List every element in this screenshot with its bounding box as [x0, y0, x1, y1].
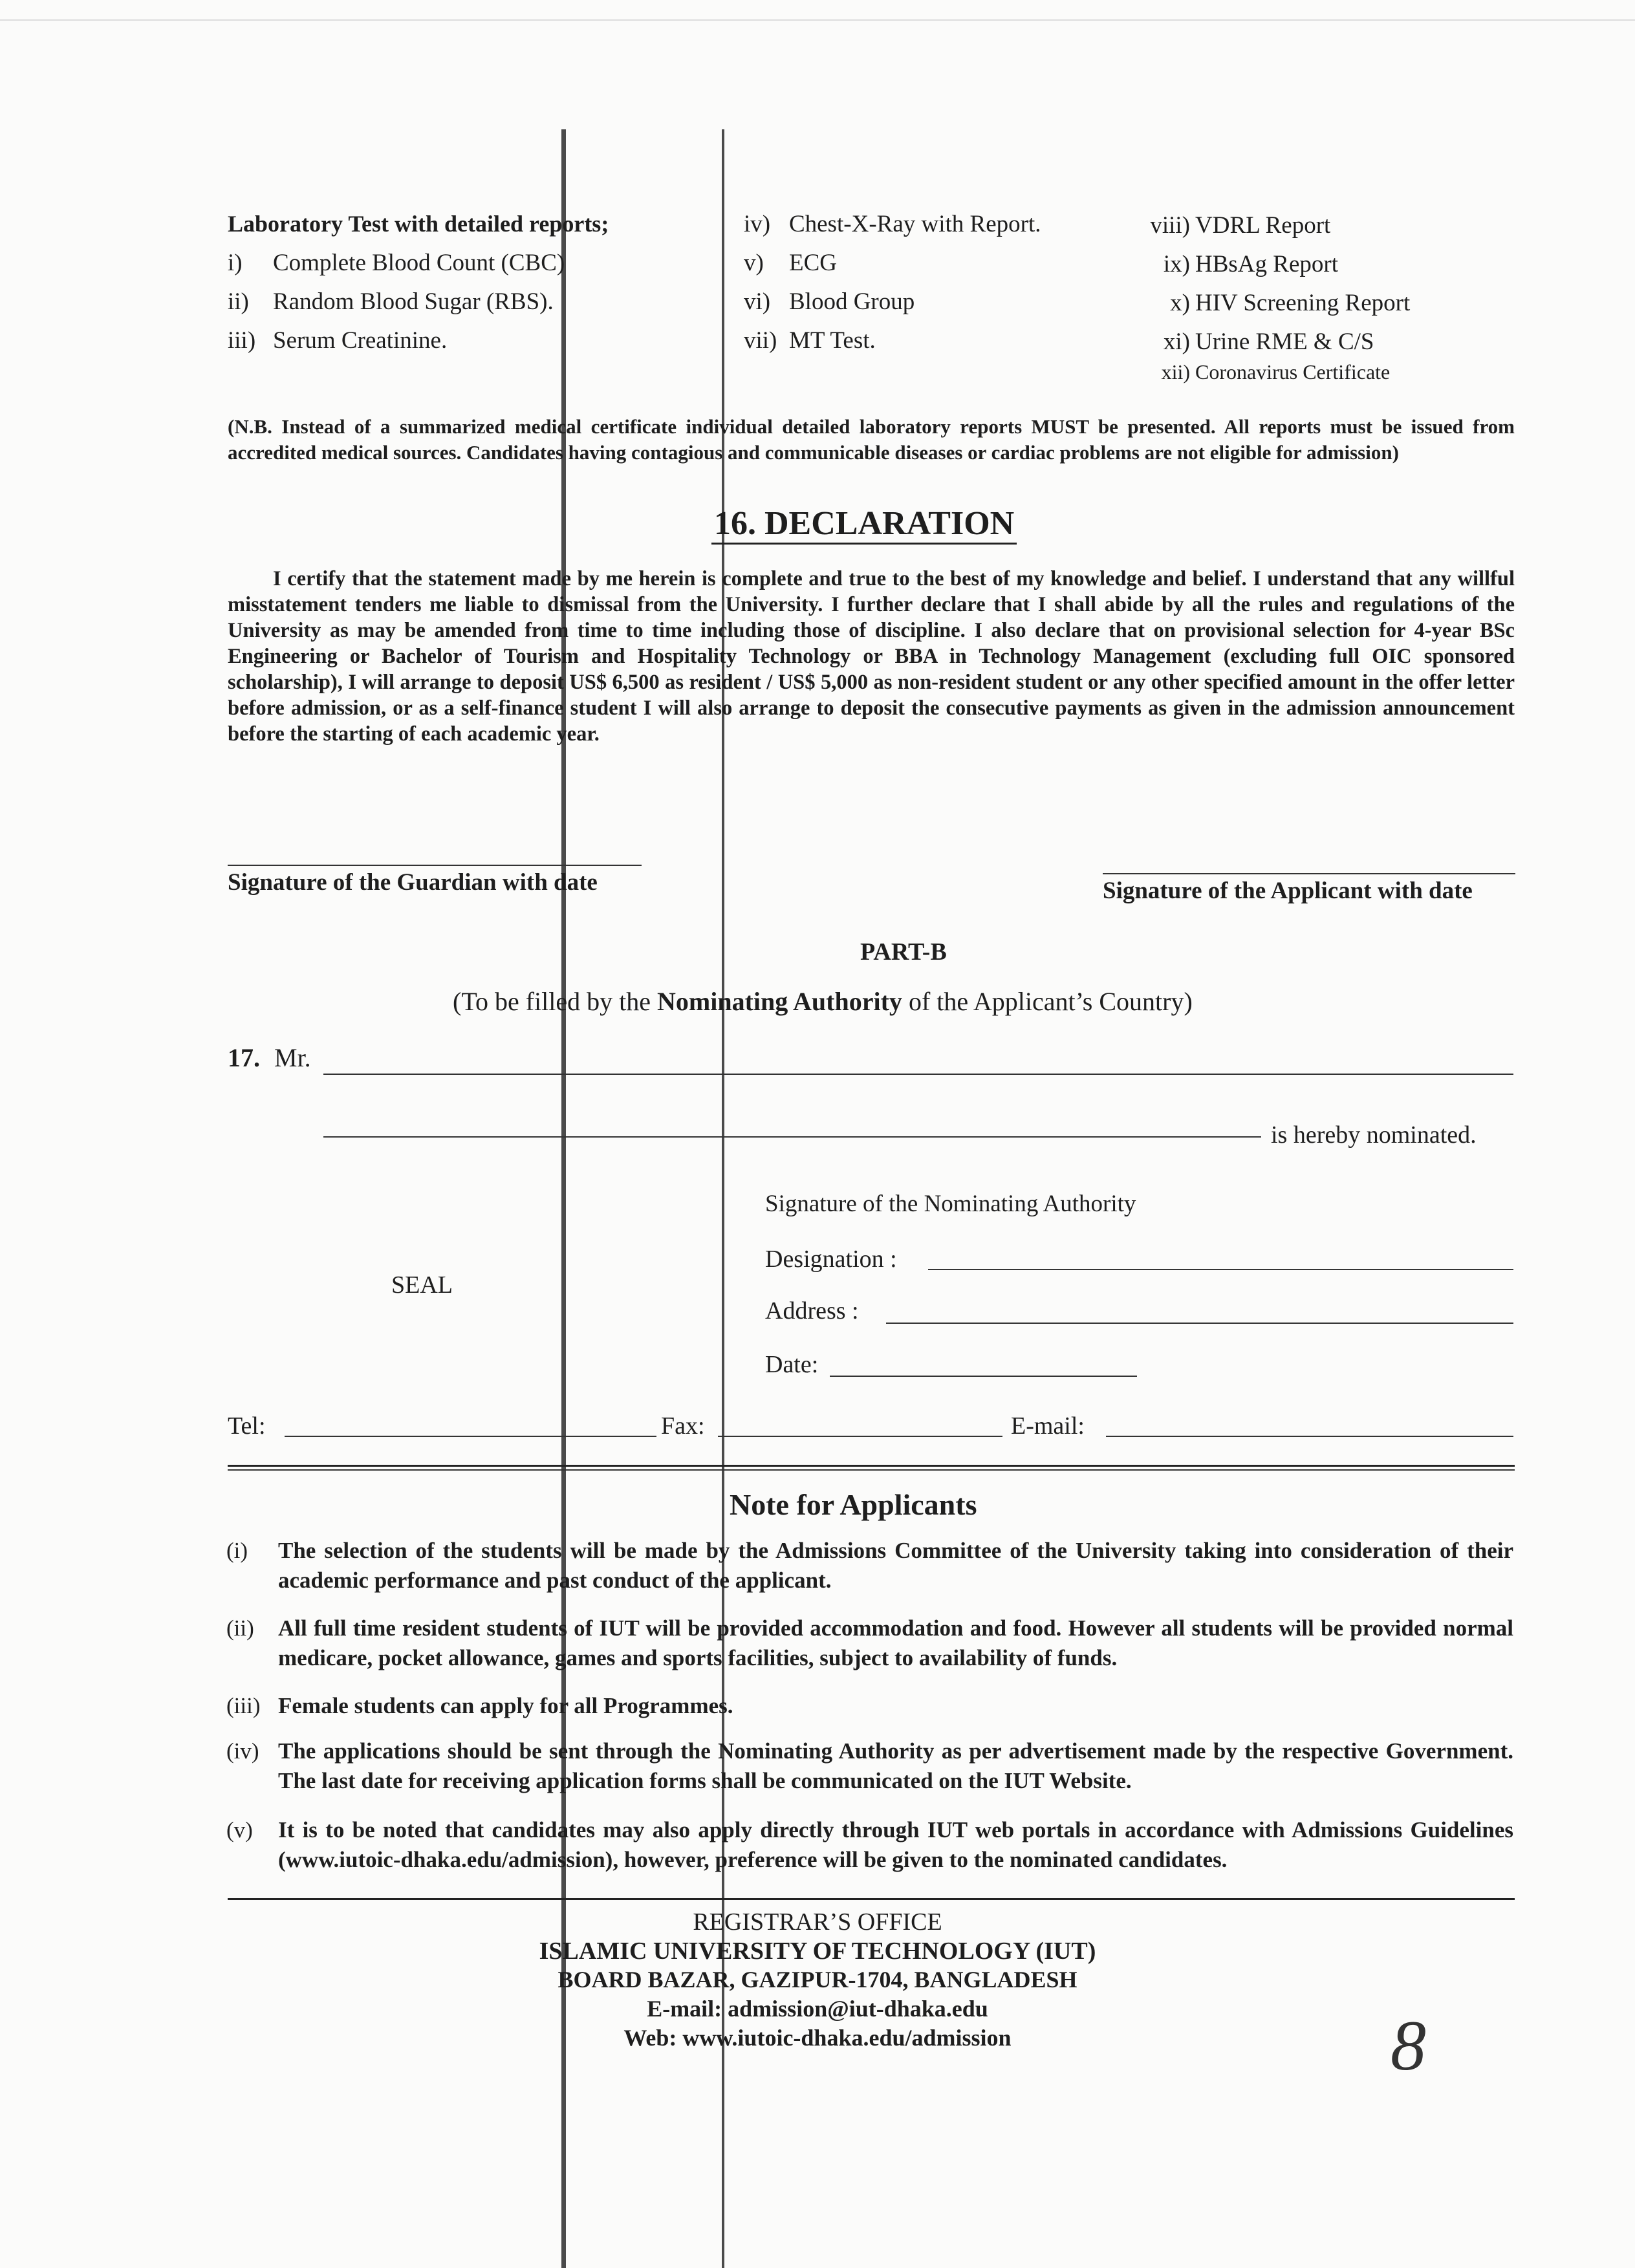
lab-item: ix) HBsAg Report	[1163, 251, 1338, 277]
declaration-text: I certify that the statement made by me herein is complete and true to the best of my knowledge and belief. I understand that any willful misstatement tenders me liable to dismissal from the University. I further declare that I shall abide by all the rules and regulations of the University as may be amended from time to time including those of discipline. I also declare that on provisional selection for 4-year BSc Engineering or Bachelor of Tourism and Hospitality Technology or BBA in Technology Management (excluding full OIC sponsored scholarship), I will arrange to deposit US$ 6,500 as resident / US$ 5,000 as non-resident student or any other specified amount in the offer letter before admission, or as a self-finance student I will also arrange to deposit the consecutive payments as given in the admission announcement before the starting of each academic year.	[228, 567, 1515, 746]
divider-before-notes	[228, 1465, 1515, 1467]
applicant-signature-line	[1103, 873, 1515, 874]
lab-test-section	[228, 210, 1521, 398]
contact-web: Web: www.iutoic-dhaka.edu/admission	[623, 2025, 1012, 2051]
part-b-subtitle: (To be filled by the Nominating Authority of the Applicant’s Country)	[453, 987, 1193, 1016]
sig-nominating-label: Signature of the Nominating Authority	[765, 1191, 1136, 1217]
handwritten-page-number: 8	[1391, 2006, 1426, 2085]
note-item: (v) It is to be noted that candidates may also apply directly through IUT web portals in accordance with Admissions Guidelines (www.iutoic-dhaka.edu/admission), however, preference will be given to the nominated candidates.	[226, 1817, 1513, 1872]
lab-item: xi) Urine RME & C/S	[1163, 329, 1374, 355]
nominee-row: 17. Mr.	[228, 1043, 311, 1072]
note-item: (i) The selection of the students will be made by the Admissions Committee of the University taking into consideration of their academic performance and past conduct of the applicant.	[226, 1538, 1513, 1593]
fax-label: Fax:	[661, 1412, 705, 1440]
applicant-signature-label: Signature of the Applicant with date	[1103, 878, 1473, 904]
part-b-title: PART-B	[860, 938, 947, 966]
lab-item: iii) Serum Creatinine.	[228, 327, 448, 354]
lab-column-2	[744, 210, 1041, 365]
lab-column-1	[228, 249, 565, 365]
divider-before-notes-2	[228, 1469, 1515, 1471]
email-field[interactable]	[1106, 1436, 1513, 1437]
nominated-text: is hereby nominated.	[1271, 1121, 1477, 1149]
lab-item: vi) Blood Group	[744, 288, 915, 315]
lab-item: iv) Chest-X-Ray with Report.	[744, 211, 1041, 237]
date-label: Date:	[765, 1351, 819, 1378]
note-item: (ii) All full time resident students of IUT will be provided accommodation and food. However all students will be provided normal medicare, pocket allowance, games and sports facilities, subject to availability of funds.	[226, 1615, 1513, 1670]
tel-field[interactable]	[285, 1436, 656, 1437]
university-address: BOARD BAZAR, GAZIPUR-1704, BANGLADESH	[558, 1967, 1077, 1993]
nb-note: (N.B. Instead of a summarized medical certificate individual detailed laboratory reports MUST be presented. All reports must be issued from accredited medical sources. Candidates having contagious and communicable diseases or cardiac problems are not eligible for admission)	[228, 415, 1515, 464]
notes-title: Note for Applicants	[730, 1488, 977, 1521]
address-label: Address :	[765, 1297, 859, 1324]
lab-column-3	[1138, 211, 1410, 393]
lab-item: x) HIV Screening Report	[1170, 290, 1411, 316]
declaration-title: 16. DECLARATION	[711, 504, 1017, 545]
lab-heading: Laboratory Test with detailed reports;	[228, 211, 609, 237]
date-field[interactable]	[830, 1376, 1137, 1377]
lab-item: ii) Random Blood Sugar (RBS).	[228, 288, 554, 315]
lab-item: viii) VDRL Report	[1150, 212, 1331, 239]
designation-label: Designation :	[765, 1246, 897, 1273]
contact-email: E-mail: admission@iut-dhaka.edu	[647, 1996, 988, 2022]
note-item: (iii) Female students can apply for all Programmes.	[226, 1693, 733, 1718]
nominee-name-field[interactable]	[323, 1074, 1513, 1075]
registrar-office: REGISTRAR’S OFFICE	[693, 1908, 942, 1936]
tel-label: Tel:	[228, 1412, 266, 1440]
lab-item: vii) MT Test.	[744, 327, 876, 354]
email-label: E-mail:	[1011, 1412, 1085, 1440]
divider-before-footer	[228, 1898, 1515, 1900]
university-name: ISLAMIC UNIVERSITY OF TECHNOLOGY (IUT)	[539, 1938, 1096, 1965]
top-scan-edge	[0, 19, 1635, 21]
fax-field[interactable]	[718, 1436, 1002, 1437]
address-field[interactable]	[886, 1323, 1513, 1324]
nominee-name-field-line2[interactable]	[323, 1136, 1261, 1138]
lab-item: i) Complete Blood Count (CBC)	[228, 250, 565, 276]
note-item: (iv) The applications should be sent through the Nominating Authority as per advertisement made by the respective Government. The last date for receiving application forms shall be communicated on the IUT Website.	[226, 1738, 1513, 1793]
lab-item: xii) Coronavirus Certificate	[1161, 360, 1391, 383]
seal-label: SEAL	[391, 1271, 453, 1299]
designation-field[interactable]	[928, 1269, 1513, 1270]
guardian-signature-line	[228, 865, 642, 866]
lab-item: v) ECG	[744, 250, 837, 276]
guardian-signature-label: Signature of the Guardian with date	[228, 869, 598, 896]
